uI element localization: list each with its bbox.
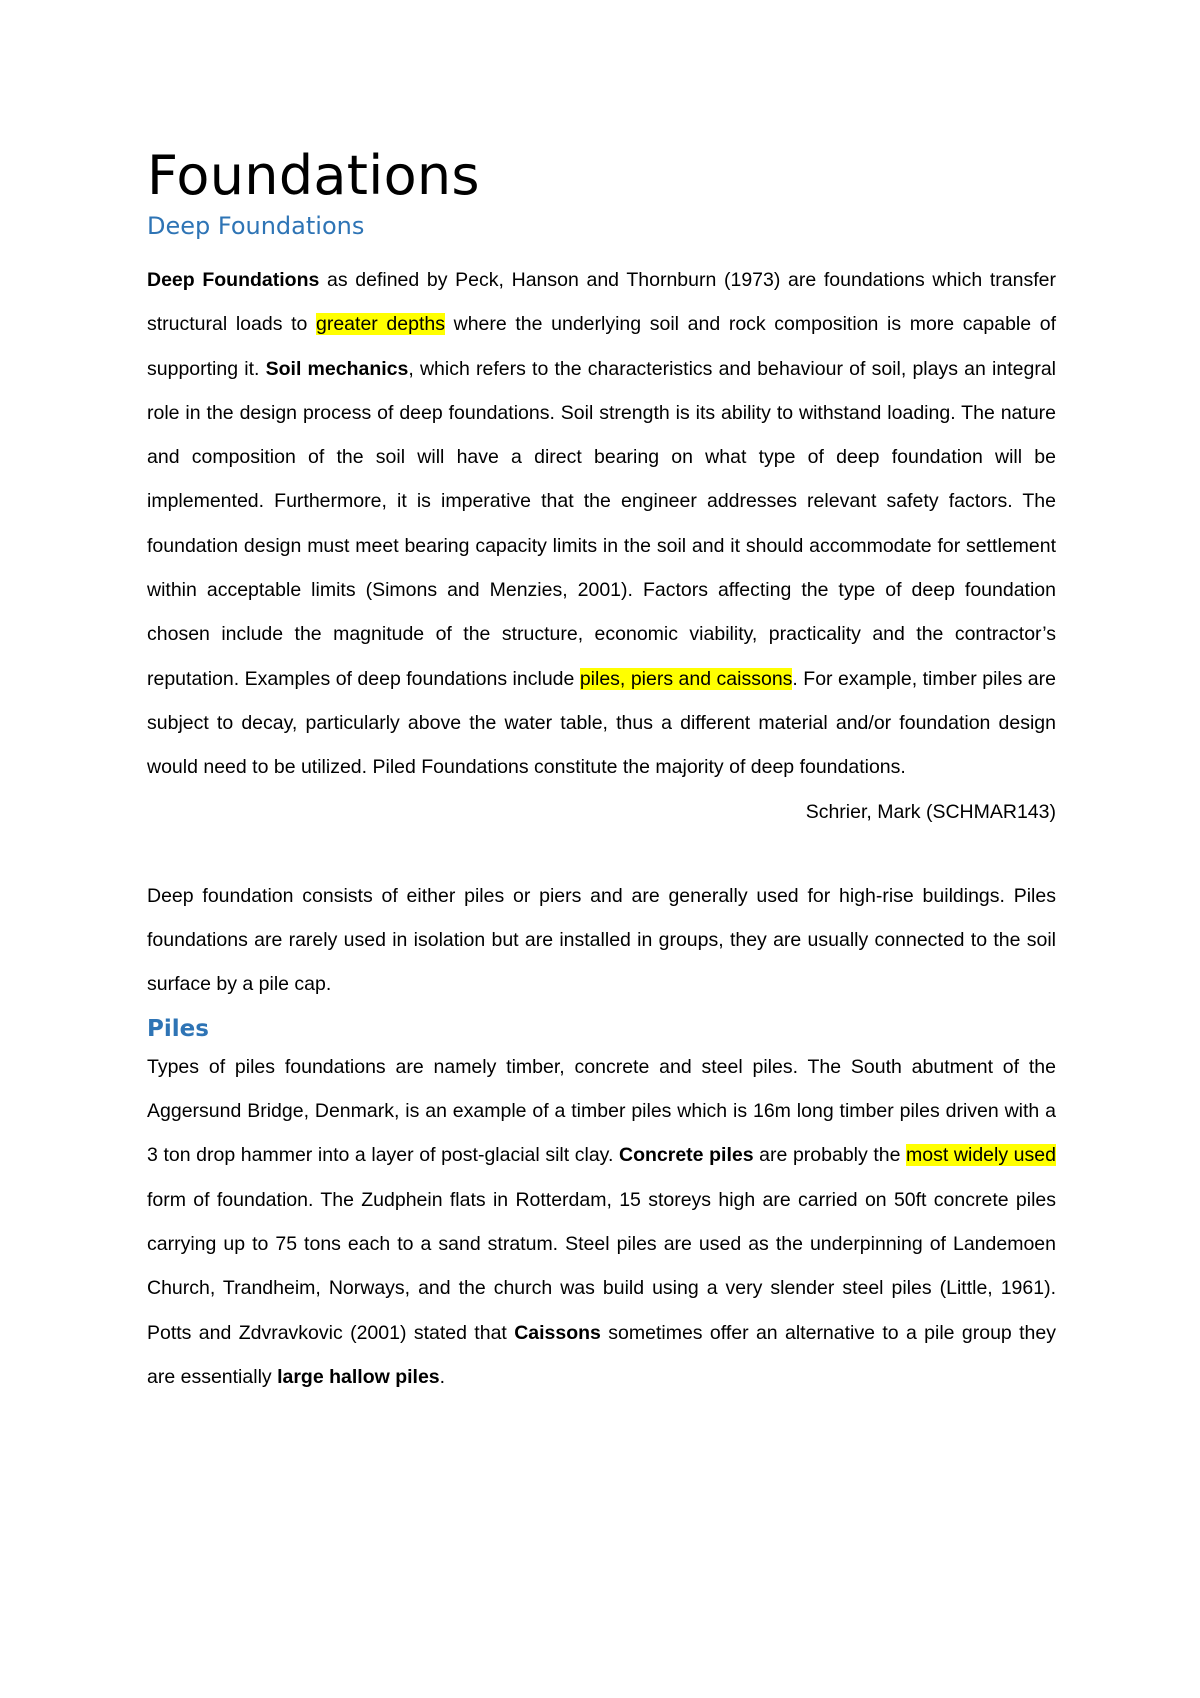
paragraph-types-of-piles bbox=[147, 1045, 1056, 1399]
author-attribution: Schrier, Mark (SCHMAR143) bbox=[805, 800, 1056, 823]
text-run: Deep foundation consists of either piles or piers and are generally used for high-rise buildings. Piles foundations are rarely used in isolation but are installed in groups, they are usually connected to the soil surface by a pile cap. bbox=[147, 884, 1056, 996]
text-run: , which refers to the characteristics and behaviour of soil, plays an integral role in the design process of deep foundations. Soil strength is its ability to withstand loading. The nature and composition of the soil will have a direct bearing on what type of deep foundation will be implemented. Furthermore, it is imperative that the engineer addresses relevant safety factors. The foundation design must meet bearing capacity limits in the soil and it should accommodate for settlement within acceptable limits (Simons and Menzies, 2001). Factors affecting the type of deep foundation chosen include the magnitude of the structure, economic viability, practicality and the contractor’s reputation. Examples of deep foundations include bbox=[147, 357, 1056, 690]
subheading-piles: Piles bbox=[147, 1015, 209, 1042]
highlighted-text: piles, piers and caissons bbox=[579, 667, 793, 690]
text-run: . For example, timber piles are subject to decay, particularly above the water table, thus a different material and/or foundation design would need to be utilized. Piled Foundations constitute the majority of deep foundations. bbox=[147, 667, 1056, 779]
bold-term: Soil mechanics bbox=[265, 357, 409, 380]
bold-term: large hallow piles bbox=[277, 1365, 440, 1388]
page-title: Foundations bbox=[147, 144, 480, 207]
highlighted-text: greater depths bbox=[316, 313, 445, 336]
text-run: . bbox=[439, 1365, 446, 1388]
text-run: are probably the bbox=[753, 1144, 907, 1167]
text-run: Types of piles foundations are namely timber, concrete and steel piles. The South abutment of the Aggersund Bridge, Denmark, is an example of a timber piles which is 16m long timber piles driven with a 3 ton drop hammer into a layer of post-glacial silt clay. bbox=[147, 1055, 1056, 1167]
paragraph-deep-foundations-definition bbox=[147, 258, 1056, 790]
text-run: where the underlying soil and rock composition is more capable of supporting it. bbox=[147, 313, 1056, 380]
text-run: sometimes offer an alternative to a pile group they are essentially bbox=[147, 1321, 1056, 1388]
paragraph-deep-foundation-piles-piers bbox=[147, 874, 1056, 1007]
section-heading-deep-foundations: Deep Foundations bbox=[147, 212, 365, 240]
bold-term: Deep Foundations bbox=[147, 269, 320, 291]
highlighted-text: most widely used bbox=[906, 1144, 1056, 1167]
bold-term: Concrete piles bbox=[619, 1144, 754, 1167]
bold-term: Caissons bbox=[514, 1321, 601, 1344]
text-run: as defined by Peck, Hanson and Thornburn (1973) are foundations which transfer structural loads to bbox=[147, 269, 1056, 336]
text-run: form of foundation. The Zudphein flats in Rotterdam, 15 storeys high are carried on 50ft concrete piles carrying up to 75 tons each to a sand stratum. Steel piles are used as the underpinning of Landemoen Church, Trandheim, Norways, and the church was build using a very slender steel piles (Little, 1961). Potts and Zdvravkovic (2001) stated that bbox=[147, 1188, 1056, 1344]
spacer bbox=[147, 834, 1056, 874]
